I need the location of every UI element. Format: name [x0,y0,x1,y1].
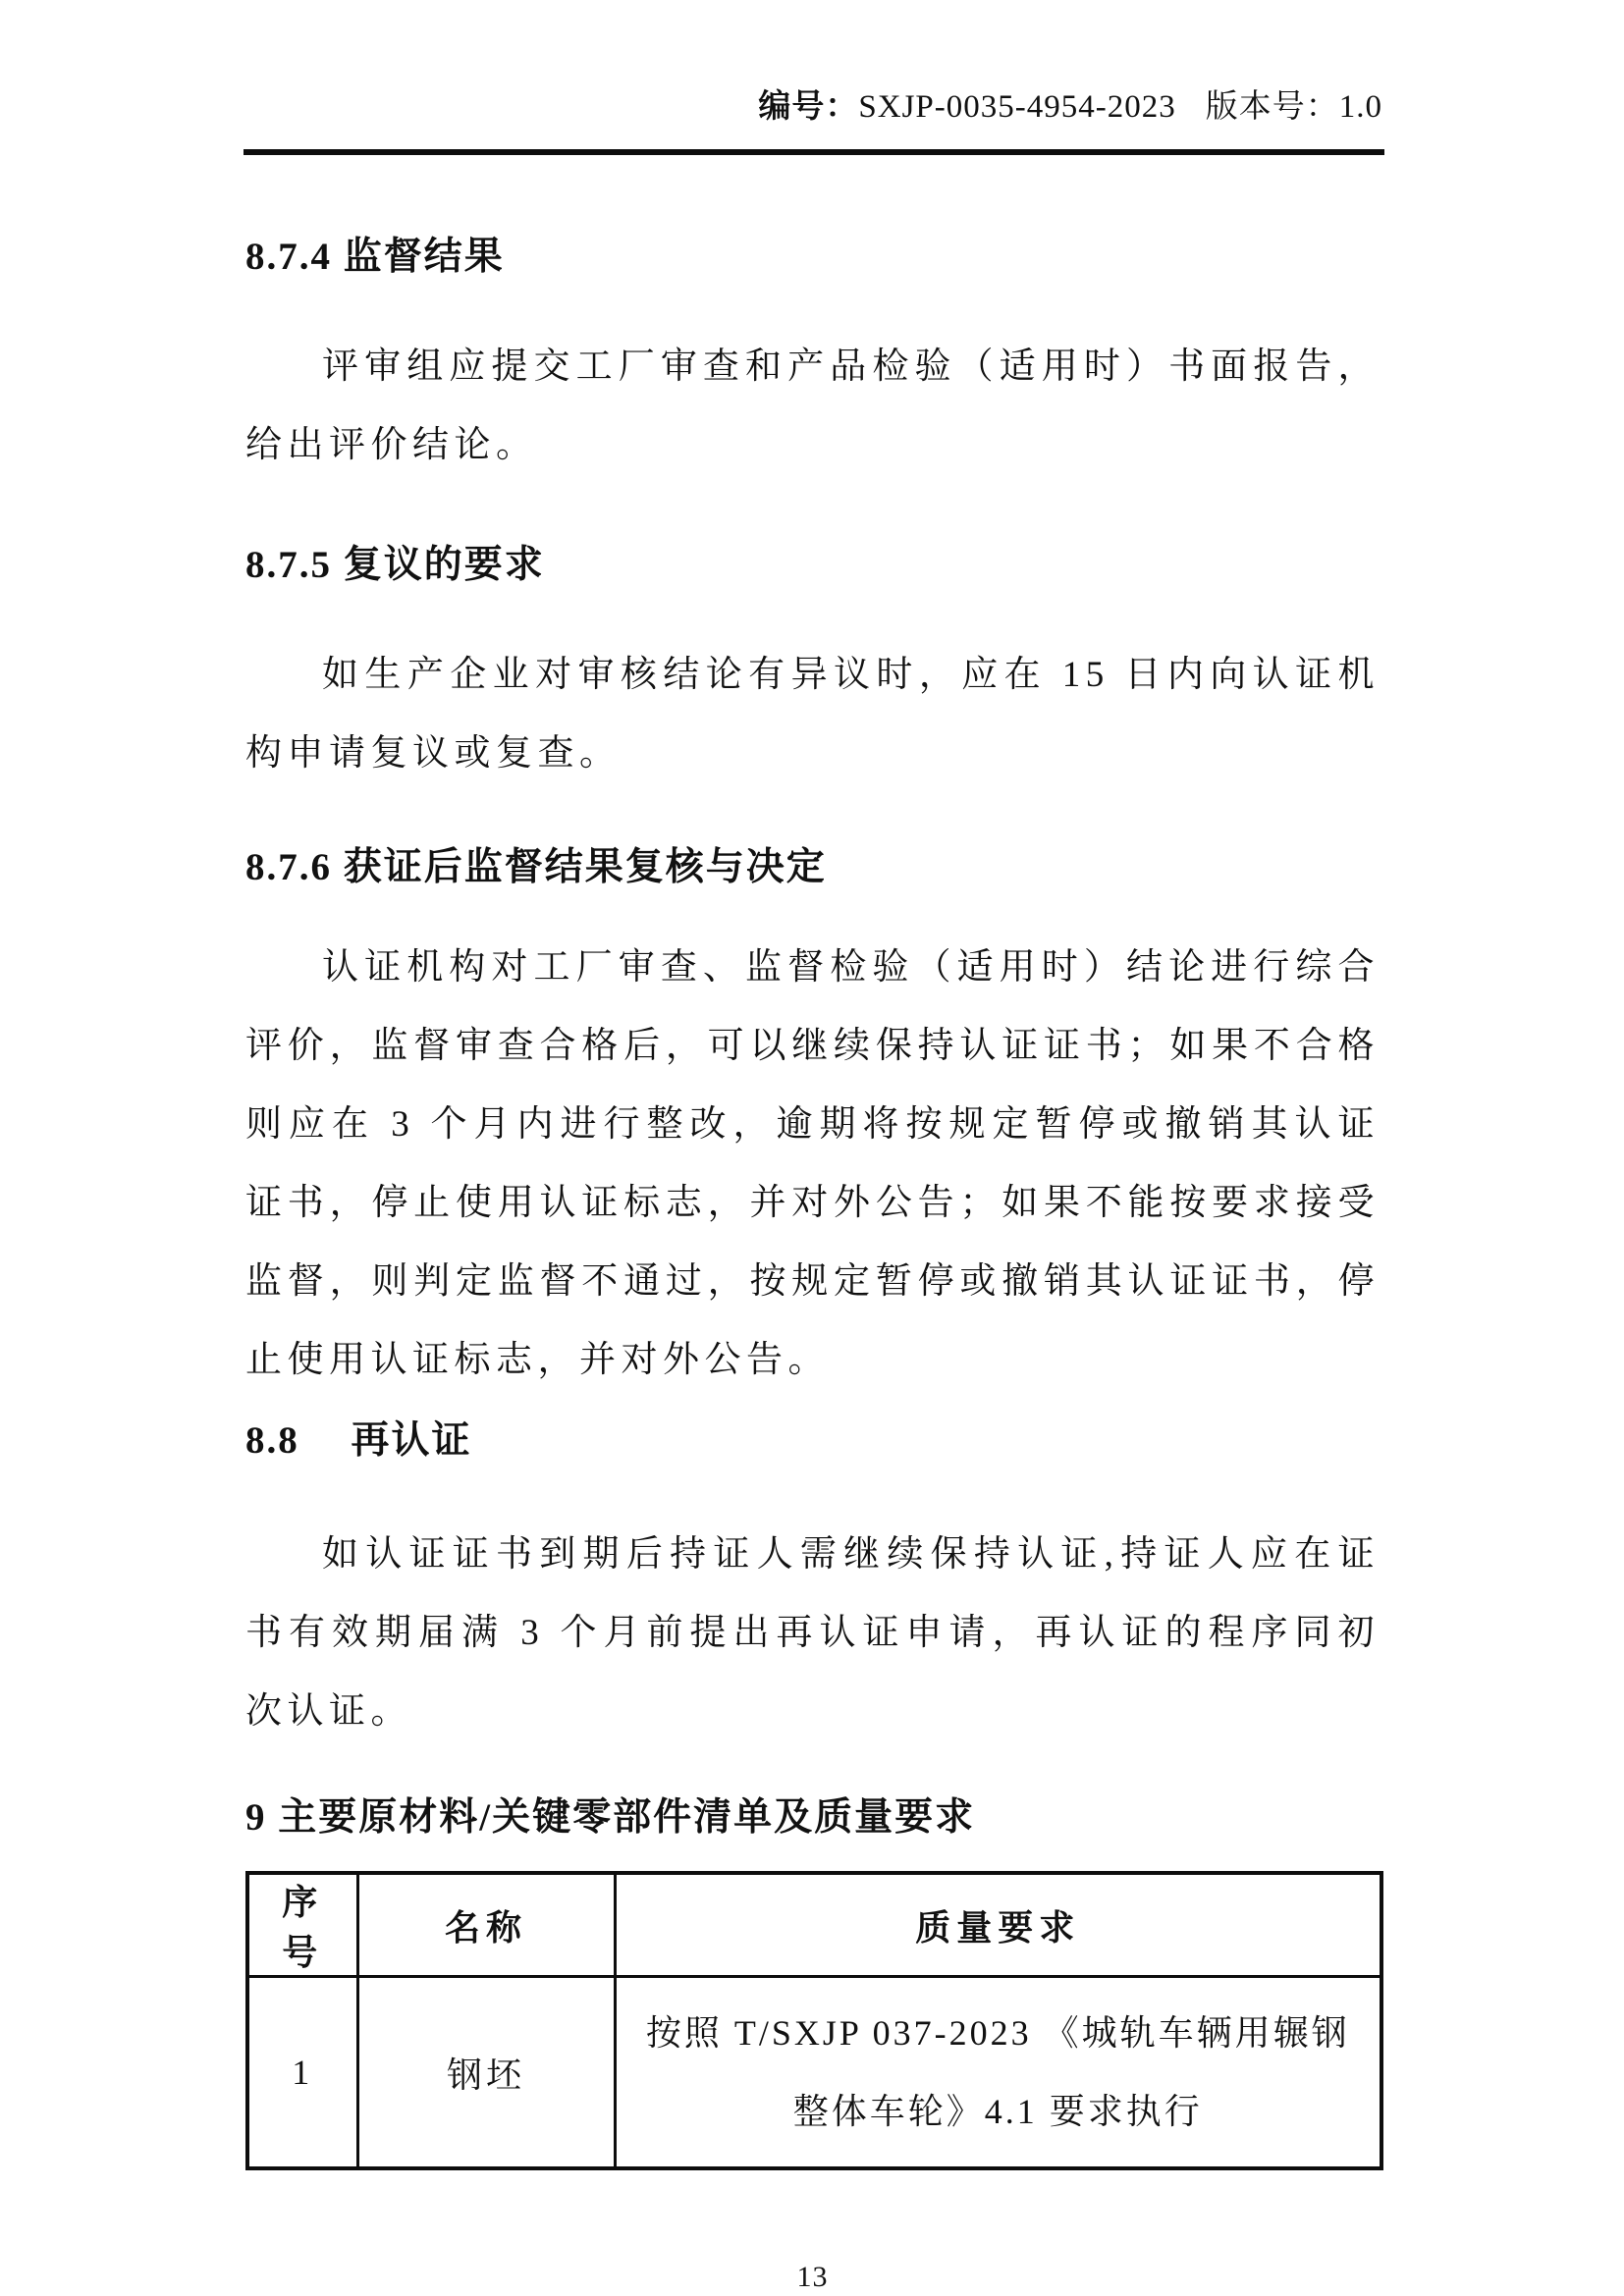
paragraph-recertification: 如认证证书到期后持证人需继续保持认证,持证人应在证书有效期届满 3 个月前提出再认证申请，再认证的程序同初次认证。 [245,1534,1380,1732]
table-cell-seq: 1 [247,1977,357,2169]
section-heading-8-8: 8.8 再认证 [245,1419,472,1462]
paragraph-supervision-result: 评审组应提交工厂审查和产品检验（适用时）书面报告，给出评价结论。 [245,347,1380,465]
paragraph-post-cert-review: 认证机构对工厂审查、监督检验（适用时）结论进行综合评价，监督审查合格后，可以继续保持认证证书；如果不合格则应在 3 个月内进行整改，逾期将按规定暂停或撤销其认证证书，停止使用认证标志，并对外公告；如果不能按要求接受监督，则判定监督不通过，按规定暂停或撤销其认证证书，停止使用认证标志，并对外公告。 [245,947,1380,1380]
table-header-seq: 序号 [247,1873,357,1977]
page-number: 13 [796,2261,829,2293]
document-header [245,80,1382,127]
section-heading-8-7-6: 8.7.6 获证后监督结果复核与决定 [245,846,827,888]
section-heading-8-7-5: 8.7.5 复议的要求 [245,544,545,586]
table-row [247,1977,1381,2169]
document-content [245,157,1380,2294]
section-heading-8-7-4: 8.7.4 监督结果 [245,236,505,278]
table-header-name: 名称 [357,1873,615,1977]
section-heading-9: 9 主要原材料/关键零部件清单及质量要求 [245,1796,976,1839]
table-header-quality: 质量要求 [615,1873,1381,1977]
header-divider-rule [244,149,1384,155]
table-cell-name: 钢坯 [357,1977,615,2169]
doc-number-value: SXJP-0035-4954-2023 [858,89,1176,125]
table-header-row [247,1873,1381,1977]
materials-table [245,1871,1383,2170]
version-label: 版本号： [1205,89,1339,125]
version-value: 1.0 [1338,89,1382,125]
table-cell-quality: 按照 T/SXJP 037-2023 《城轨车辆用辗钢整体车轮》4.1 要求执行 [615,1977,1381,2169]
paragraph-appeal-requirement: 如生产企业对审核结论有异议时，应在 15 日内向认证机构申请复议或复查。 [245,655,1380,774]
doc-number-label: 编号： [758,87,859,124]
